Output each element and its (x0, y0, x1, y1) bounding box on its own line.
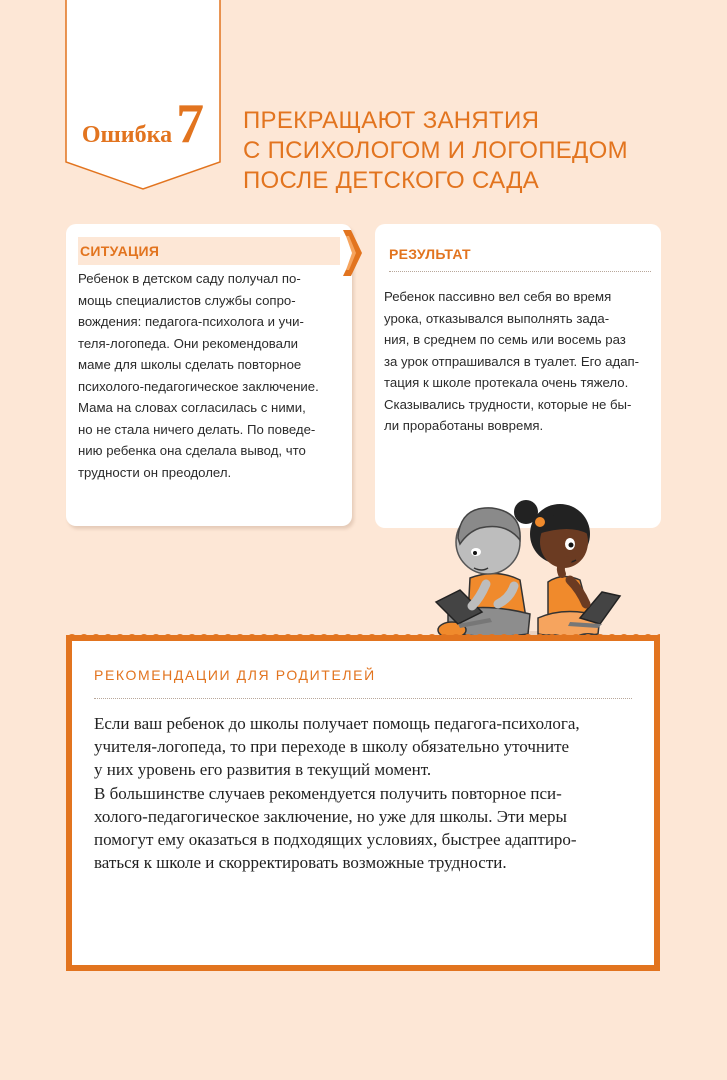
mistake-number: 7 (176, 93, 205, 155)
text-line: но не стала ничего делать. По поведе- (78, 421, 316, 437)
text-line: мощь специалистов службы сопро- (78, 292, 296, 308)
mistake-word: Ошибка (81, 122, 173, 148)
text-line: урока, отказывался выполнять зада- (384, 310, 610, 326)
situation-card (66, 224, 352, 526)
text-line: учителя-логопеда, то при переходе в школу обязательно уточните (94, 737, 570, 757)
text-line: вождения: педагога-психолога и учи- (78, 314, 304, 329)
situation-text (78, 268, 352, 483)
text-line: Ребенок в детском саду получал по- (78, 271, 301, 286)
text-line: ли проработаны вовремя. (384, 418, 544, 433)
result-heading: РЕЗУЛЬТАТ (389, 246, 471, 262)
text-line: помогут ему оказаться в подходящих условиях, быстрее адаптиро- (94, 830, 577, 850)
text-line: ваться к школе и скорректировать возможные трудности. (94, 853, 507, 873)
text-line: Сказывались трудности, которые не бы- (384, 396, 632, 412)
recommendations-text (94, 712, 642, 874)
text-line: тация к школе протекала очень тяжело. (384, 375, 629, 390)
recommendations-box (66, 627, 660, 971)
arrow-right-icon (343, 230, 363, 276)
text-line: маме для школы сделать повторное (78, 357, 302, 372)
recommendations-heading: РЕКОМЕНДАЦИИ ДЛЯ РОДИТЕЛЕЙ (94, 667, 376, 683)
title-line: С ПСИХОЛОГОМ И ЛОГОПЕДОМ (243, 137, 628, 164)
text-line: ния, в среднем по семь или восемь раз (384, 332, 626, 347)
text-line: В большинстве случаев рекомендуется получить повторное пси- (94, 783, 562, 803)
text-line: за урок отпрашивался в туалет. Его адап- (384, 353, 640, 369)
dotted-divider (389, 271, 651, 272)
text-line: Ребенок пассивно вел себя во время (384, 289, 612, 304)
result-card (375, 224, 661, 528)
mistake-label (65, 92, 221, 156)
dotted-divider (94, 698, 632, 699)
text-line: трудности он преодолел. (78, 464, 232, 480)
title-line: ПОСЛЕ ДЕТСКОГО САДА (243, 167, 540, 194)
text-line: Мама на словах согласилась с ними, (78, 400, 306, 415)
result-text (384, 286, 661, 437)
mistake-bookmark (65, 0, 221, 190)
text-line: Если ваш ребенок до школы получает помощь педагога-психолога, (94, 714, 580, 733)
title-line: ПРЕКРАЩАЮТ ЗАНЯТИЯ (243, 107, 540, 134)
text-line: теля-логопеда. Они рекомендовали (78, 335, 299, 351)
text-line: психолого-педагогическое заключение. (78, 378, 319, 394)
page-title (243, 106, 713, 196)
text-line: у них уровень его развития в текущий момент. (94, 760, 432, 780)
text-line: нию ребенка она сделала вывод, что (78, 443, 306, 458)
situation-heading: СИТУАЦИЯ (78, 237, 340, 265)
text-line: холого-педагогическое заключение, но уже для школы. Эти меры (94, 806, 567, 826)
